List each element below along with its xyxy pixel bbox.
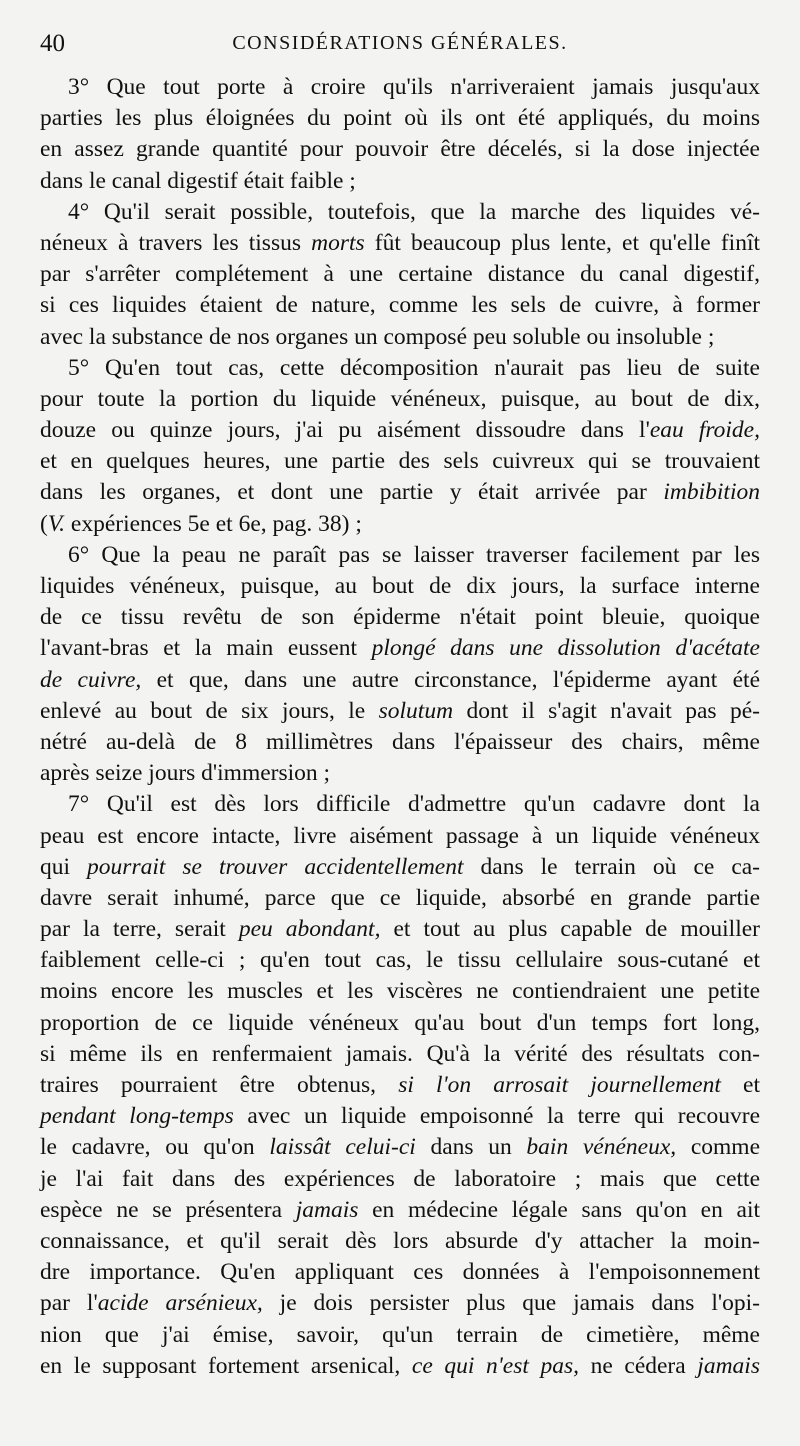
text-line xyxy=(40,571,760,602)
italic-text: plongé dans une dissolution d'acétate xyxy=(371,635,760,662)
italic-text: bain vénéneux, xyxy=(526,1134,677,1161)
text-line xyxy=(40,322,760,353)
text-segment: expériences 5e et 6e, pag. 38) ; xyxy=(65,510,362,537)
text-segment: après seize jours d'immersion ; xyxy=(40,760,331,787)
text-segment: 4° Qu'il serait possible, toutefois, que la marche des liquides vé- xyxy=(68,198,760,225)
text-line xyxy=(40,1039,760,1070)
text-line xyxy=(40,758,760,789)
text-segment: le cadavre, ou qu'on xyxy=(40,1134,270,1161)
text-line xyxy=(40,134,760,165)
italic-text: jamais xyxy=(295,1196,359,1223)
text-segment: si même ils en renfermaient jamais. Qu'à la vérité des résultats con- xyxy=(40,1040,760,1067)
text-segment: proportion de ce liquide vénéneux qu'au bout d'un temps fort long, xyxy=(40,1009,760,1036)
text-segment: et tout au plus capable de mouiller xyxy=(380,916,760,943)
text-segment: fût beaucoup plus lente, et qu'elle finît xyxy=(364,229,761,256)
text-line xyxy=(40,72,760,103)
text-segment: 6° Que la peau ne paraît pas se laisser traverser facilement par les xyxy=(68,541,760,568)
text-line xyxy=(40,197,760,228)
text-line xyxy=(40,166,760,197)
text-line xyxy=(40,1070,760,1101)
text-line xyxy=(40,259,760,290)
running-title: CONSIDÉRATIONS GÉNÉRALES. xyxy=(232,32,568,54)
text-segment: comme xyxy=(676,1134,760,1161)
text-segment: traires pourraient être obtenus, xyxy=(40,1072,399,1098)
text-segment: ne cédera xyxy=(579,1352,698,1379)
text-segment: par la terre, serait xyxy=(40,916,239,943)
text-segment: 7° Qu'il est dès lors difficile d'admettre qu'un cadavre dont la xyxy=(68,791,760,818)
italic-text: V. xyxy=(47,510,66,537)
text-segment: ( xyxy=(40,510,48,537)
page-header xyxy=(40,30,760,66)
text-line xyxy=(40,1320,760,1351)
italic-text: eau froide, xyxy=(649,417,760,444)
text-line xyxy=(40,228,760,259)
text-line xyxy=(40,1132,760,1163)
text-line xyxy=(40,852,760,883)
text-line xyxy=(40,1288,760,1319)
text-line xyxy=(40,1351,760,1382)
text-segment: de ce tissu revêtu de son épiderme n'était point bleuie, quoique xyxy=(40,604,760,631)
text-line xyxy=(40,665,760,696)
text-line xyxy=(40,727,760,758)
text-segment: parties les plus éloignées du point où ils ont été appliqués, du moins xyxy=(40,105,760,132)
text-line xyxy=(40,976,760,1007)
text-segment: je dois persister plus que jamais dans l'opi- xyxy=(262,1290,760,1317)
text-line xyxy=(40,883,760,914)
text-line xyxy=(40,353,760,384)
text-line xyxy=(40,633,760,664)
text-line xyxy=(40,509,760,540)
italic-text: pendant long-temps xyxy=(40,1103,234,1130)
text-segment: je l'ai fait dans des expériences de laboratoire ; mais que cette xyxy=(40,1165,760,1192)
text-line xyxy=(40,103,760,134)
text-line xyxy=(40,1257,760,1288)
text-segment: avec la substance de nos organes un composé peu soluble ou insoluble ; xyxy=(40,323,715,350)
text-segment: douze ou quinze jours, j'ai pu aisément dissoudre dans l' xyxy=(40,417,650,444)
italic-text: laissât celui-ci xyxy=(269,1134,416,1161)
italic-text: jamais xyxy=(697,1352,760,1379)
text-line xyxy=(40,384,760,415)
text-segment: dre importance. Qu'en appliquant ces données à l'empoisonnement xyxy=(40,1259,760,1286)
text-segment: nétré au-delà de 8 millimètres dans l'épaisseur des chairs, même xyxy=(40,728,760,755)
text-segment: en médecine légale sans qu'on en ait xyxy=(358,1196,761,1223)
text-line xyxy=(40,602,760,633)
text-segment: faiblement celle-ci ; qu'en tout cas, le tissu cellulaire sous-cutané et xyxy=(40,947,760,974)
text-line xyxy=(40,945,760,976)
text-line xyxy=(40,789,760,820)
page-body xyxy=(40,72,760,1382)
text-segment: peau est encore intacte, livre aisément passage à un liquide vénéneux xyxy=(40,822,760,849)
text-line xyxy=(40,914,760,945)
text-segment: et xyxy=(720,1072,761,1098)
text-segment: 3° Que tout porte à croire qu'ils n'arriveraient jamais jusqu'aux xyxy=(68,74,760,100)
text-segment: l'avant-bras et la main eussent xyxy=(40,635,372,662)
text-line xyxy=(40,477,760,508)
text-segment: pour toute la portion du liquide vénéneux, puisque, au bout de dix, xyxy=(40,385,760,412)
italic-text: acide arsénieux, xyxy=(97,1290,263,1317)
text-line xyxy=(40,540,760,571)
text-segment: davre serait inhumé, parce que ce liquide, absorbé en grande partie xyxy=(40,884,760,911)
text-line xyxy=(40,415,760,446)
text-line xyxy=(40,696,760,727)
italic-text: peu abondant, xyxy=(238,916,381,943)
text-segment: moins encore les muscles et les viscères ne contiendraient une petite xyxy=(40,978,760,1005)
text-segment: dont il s'agit n'avait pas pé- xyxy=(453,697,760,724)
text-segment: néneux à travers les tissus xyxy=(40,229,312,256)
text-segment: en le supposant fortement arsenical, xyxy=(40,1352,412,1379)
text-segment: liquides vénéneux, puisque, au bout de dix jours, la surface interne xyxy=(40,573,760,599)
text-segment: dans le terrain où ce ca- xyxy=(463,853,761,880)
text-segment: avec un liquide empoisonné la terre qui recouvre xyxy=(233,1103,760,1130)
text-segment: en assez grande quantité pour pouvoir être décelés, si la dose injectée xyxy=(40,136,760,163)
page-number: 40 xyxy=(40,30,65,57)
text-segment: 5° Qu'en tout cas, cette décomposition n'aurait pas lieu de suite xyxy=(68,354,760,381)
text-line xyxy=(40,1008,760,1039)
italic-text: pourrait se trouver accidentellement xyxy=(87,853,464,880)
text-segment: dans un xyxy=(415,1134,527,1161)
text-segment: qui xyxy=(40,853,88,880)
text-segment: dans le canal digestif était faible ; xyxy=(40,167,356,194)
text-segment: et en quelques heures, une partie des sels cuivreux qui se trouvaient xyxy=(40,448,760,475)
text-segment: dans les organes, et dont une partie y était arrivée par xyxy=(40,479,664,506)
text-segment: connaissance, et qu'il serait dès lors absurde d'y attacher la moin- xyxy=(40,1227,760,1254)
text-line xyxy=(40,446,760,477)
italic-text: de cuivre, xyxy=(40,666,142,693)
text-line xyxy=(40,1226,760,1257)
italic-text: solutum xyxy=(378,697,454,724)
text-segment: par s'arrêter complétement à une certaine distance du canal digestif, xyxy=(40,261,760,288)
italic-text: si l'on arrosait journellement xyxy=(398,1072,721,1098)
text-line xyxy=(40,1195,760,1226)
text-segment: et que, dans une autre circonstance, l'épiderme ayant été xyxy=(141,666,760,693)
text-line xyxy=(40,821,760,852)
text-segment: espèce ne se présentera xyxy=(40,1196,296,1223)
italic-text: ce qui n'est pas, xyxy=(411,1352,579,1379)
text-segment: enlevé au bout de six jours, le xyxy=(40,697,379,724)
italic-text: imbibition xyxy=(663,479,760,506)
text-line xyxy=(40,1164,760,1195)
text-line xyxy=(40,1101,760,1132)
text-segment: par l' xyxy=(40,1290,98,1317)
text-segment: si ces liquides étaient de nature, comme les sels de cuivre, à former xyxy=(40,292,760,319)
text-line xyxy=(40,290,760,321)
italic-text: morts xyxy=(311,229,365,256)
text-segment: nion que j'ai émise, savoir, qu'un terrain de cimetière, même xyxy=(40,1321,760,1348)
